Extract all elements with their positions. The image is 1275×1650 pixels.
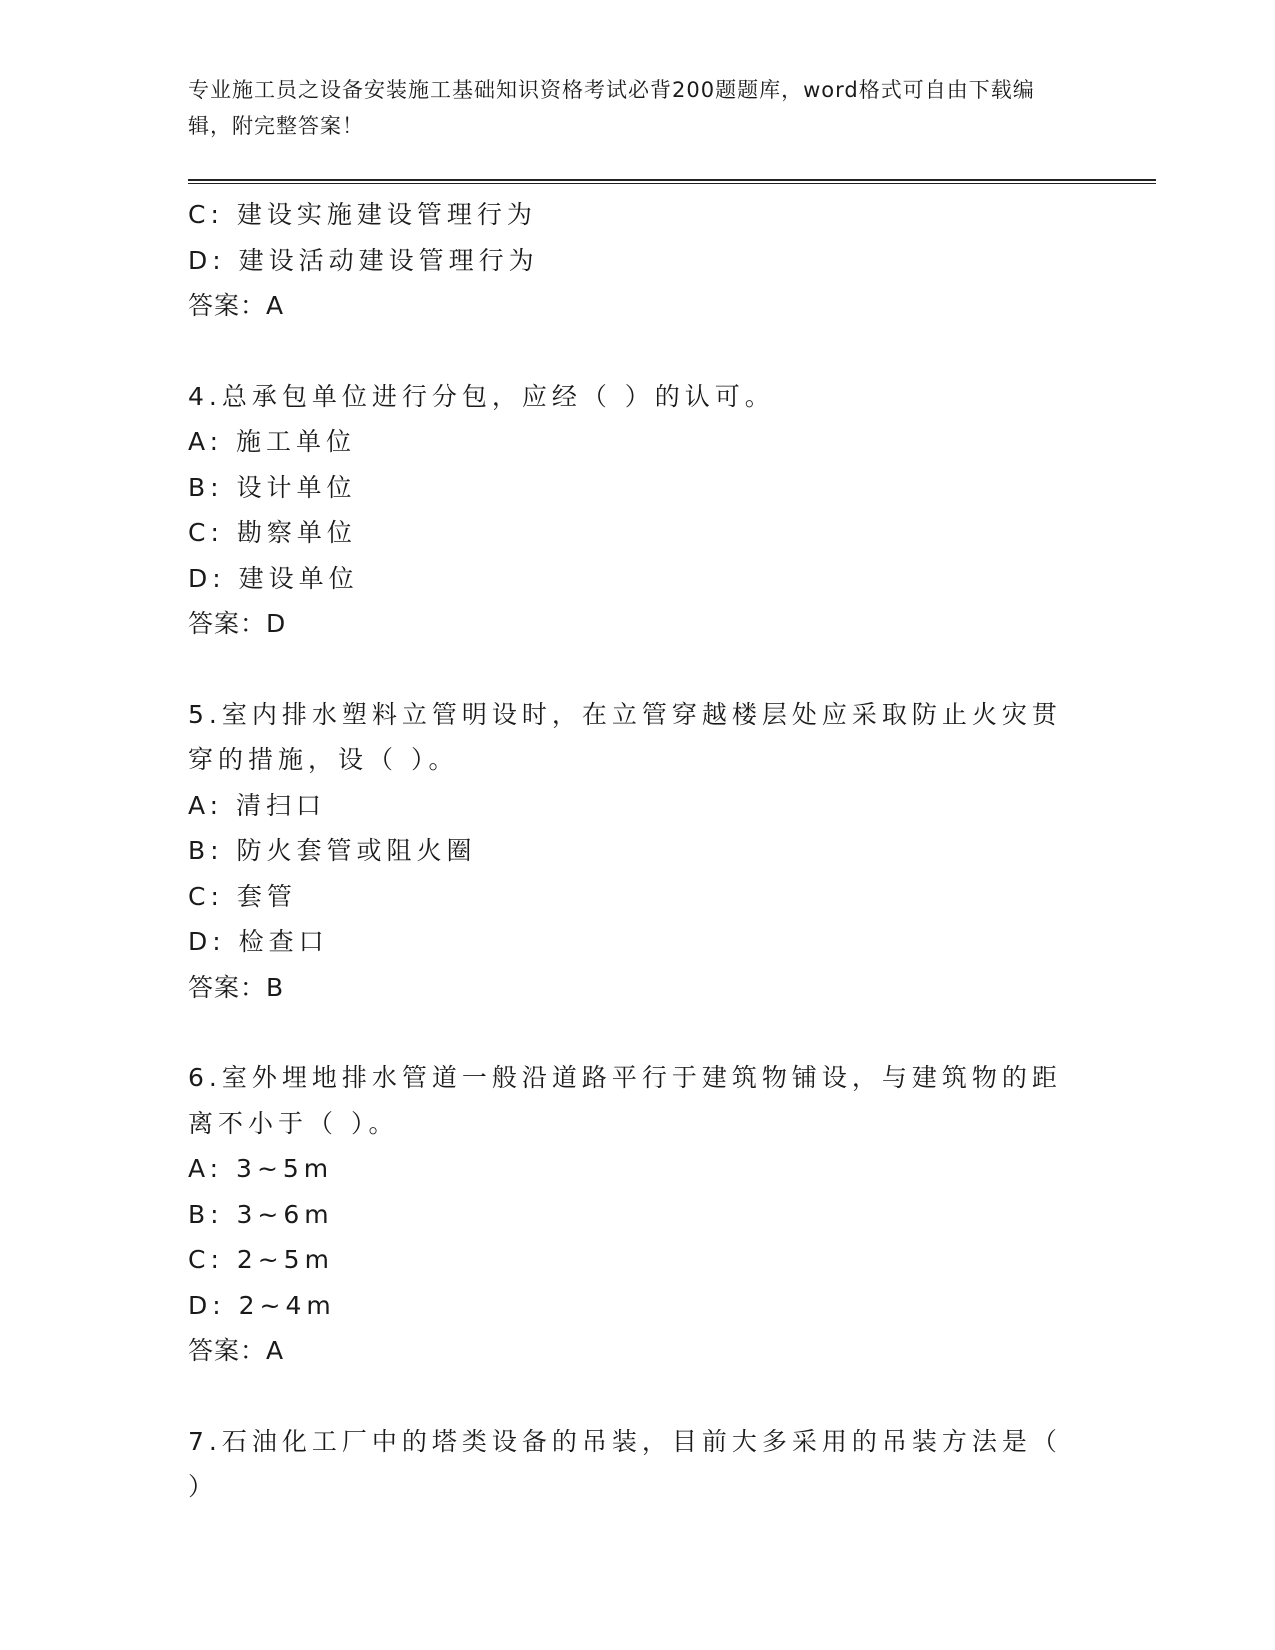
answer-line: 答案：A — [188, 1336, 285, 1365]
option-b: B: 设计单位 — [188, 472, 357, 502]
question-text: 6.室外埋地排水管道一般沿道路平行于建筑物铺设，与建筑物的距离不小于（ ）。 — [188, 1063, 1062, 1138]
question-7 — [188, 1419, 1148, 1510]
document-page — [188, 72, 1148, 1510]
answer-line: 答案：D — [188, 609, 287, 638]
question-4 — [188, 374, 1148, 647]
option-a: A: 清扫口 — [188, 790, 327, 820]
option-c: C: 勘察单位 — [188, 518, 357, 547]
document-header: 专业施工员之设备安装施工基础知识资格考试必背200题题库，word格式可自由下载编辑，附完整答案！ — [188, 78, 1035, 138]
question-text: 4.总承包单位进行分包，应经（ ）的认可。 — [188, 381, 775, 411]
option-d: D: 2~4m — [188, 1290, 336, 1320]
option-a: A: 施工单位 — [188, 427, 357, 456]
option-a: A: 3~5m — [188, 1154, 334, 1183]
option-b: B: 3~6m — [188, 1199, 334, 1229]
question-text: 7.石油化工厂中的塔类设备的吊装，目前大多采用的吊装方法是（ ） — [188, 1426, 1075, 1501]
option-c: C: 2~5m — [188, 1245, 334, 1274]
partial-question — [188, 192, 1148, 329]
option-c: C: 建设实施建设管理行为 — [188, 200, 537, 229]
question-5 — [188, 692, 1148, 1011]
answer-line: 答案：B — [188, 972, 285, 1002]
option-d: D: 检查口 — [188, 927, 329, 956]
option-d: D: 建设活动建设管理行为 — [188, 245, 539, 275]
header-divider — [188, 179, 1156, 184]
option-b: B: 防火套管或阻火圈 — [188, 836, 477, 865]
answer-line: 答案：A — [188, 291, 285, 320]
option-d: D: 建设单位 — [188, 563, 359, 593]
question-6 — [188, 1055, 1148, 1374]
question-text: 5.室内排水塑料立管明设时，在立管穿越楼层处应采取防止火灾贯穿的措施，设（ ）。 — [188, 699, 1062, 774]
option-c: C: 套管 — [188, 881, 297, 911]
question-list — [188, 192, 1148, 1510]
